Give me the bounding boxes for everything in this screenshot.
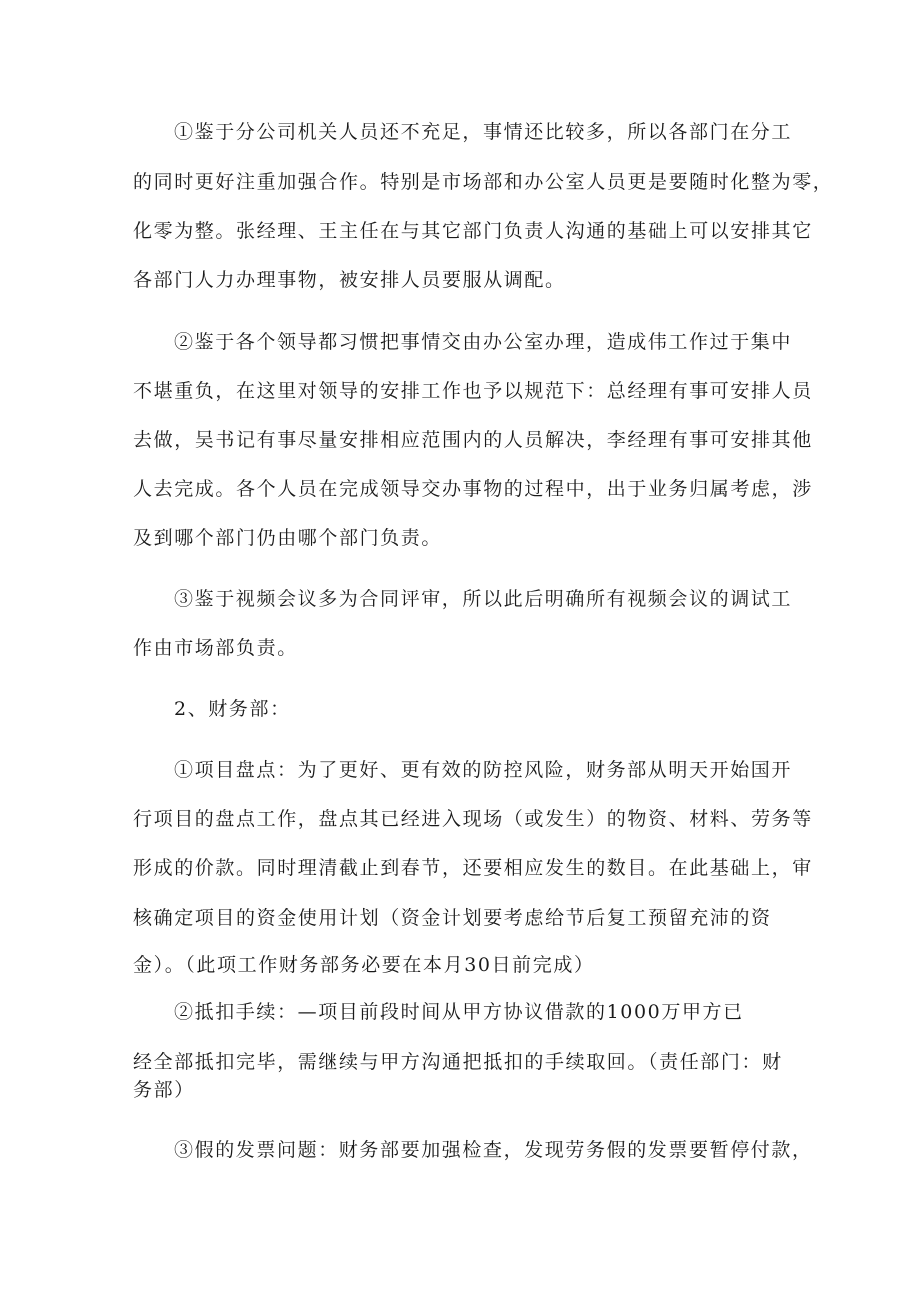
paragraph-5-line-1: ①项目盘点：为了更好、更有效的防控风险，财务部从明天开始国开 — [174, 759, 793, 781]
paragraph-1-line-2: 的同时更好注重加强合作。特别是市场部和办公室人员更是要随时化整为零， — [133, 171, 834, 193]
paragraph-5-line-4: 核确定项目的资金使用计划（资金计划要考虑给节后复工预留充沛的资 — [133, 907, 772, 929]
paragraph-2-line-5: 及到哪个部门仍由哪个部门负责。 — [133, 527, 443, 549]
paragraph-7-line-1: 经全部抵扣完毕，需继续与甲方沟通把抵扣的手续取回。（责任部门：财 — [133, 1051, 783, 1073]
paragraph-1-line-1: ①鉴于分公司机关人员还不充足，事情还比较多，所以各部门在分工 — [174, 121, 793, 143]
paragraph-3-line-1: ③鉴于视频会议多为合同评审，所以此后明确所有视频会议的调试工 — [174, 588, 793, 610]
paragraph-2-line-3: 去做，吴书记有事尽量安排相应范围内的人员解决，李经理有事可安排其他 — [133, 429, 813, 451]
paragraph-7-line-2: 务部） — [133, 1079, 195, 1101]
paragraph-3-line-2: 作由市场部负责。 — [133, 637, 298, 659]
paragraph-1-line-3: 化零为整。张经理、王主任在与其它部门负责人沟通的基础上可以安排其它 — [133, 220, 813, 242]
paragraph-2-line-2: 不堪重负，在这里对领导的安排工作也予以规范下：总经理有事可安排人员 — [133, 380, 813, 402]
paragraph-1-line-4: 各部门人力办理事物，被安排人员要服从调配。 — [133, 269, 566, 291]
paragraph-6-line-1: ②抵扣手续：—项目前段时间从甲方协议借款的1000万甲方已 — [174, 1001, 744, 1023]
paragraph-5-line-5: 金）。（此项工作财务部务必要在本月30日前完成） — [133, 954, 595, 976]
paragraph-5-line-2: 行项目的盘点工作，盘点其已经进入现场（或发生）的物资、材料、劳务等 — [133, 808, 813, 830]
section-heading-finance: 2、财务部： — [174, 698, 291, 720]
paragraph-8-line-1: ③假的发票问题：财务部要加强检查，发现劳务假的发票要暂停付款， — [174, 1139, 813, 1161]
paragraph-2-line-1: ②鉴于各个领导都习惯把事情交由办公室办理，造成伟工作过于集中 — [174, 331, 793, 353]
paragraph-2-line-4: 人去完成。各个人员在完成领导交办事物的过程中，出于业务归属考虑，涉 — [133, 478, 813, 500]
paragraph-5-line-3: 形成的价款。同时理清截止到春节，还要相应发生的数目。在此基础上，审 — [133, 857, 813, 879]
